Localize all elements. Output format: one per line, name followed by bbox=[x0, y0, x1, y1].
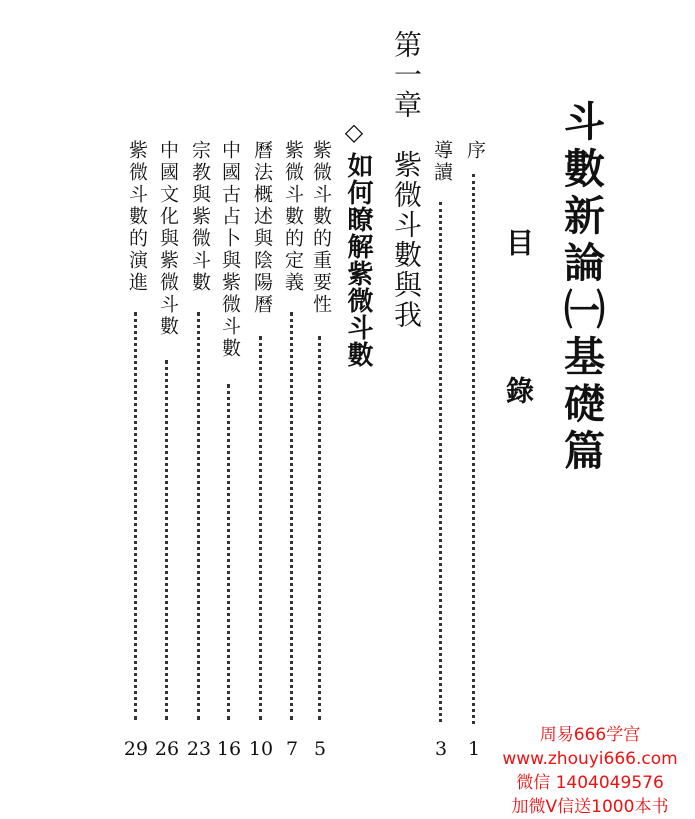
dot-leader bbox=[227, 384, 230, 720]
toc-entry-page: 29 bbox=[123, 738, 149, 760]
toc-entry-label: 紫微斗數的定義 bbox=[282, 140, 304, 294]
dot-leader bbox=[259, 336, 262, 720]
toc-entry-label: 紫微斗數的重要性 bbox=[310, 140, 332, 316]
toc-heading-lu: 錄 bbox=[502, 376, 535, 404]
toc-entry[interactable] bbox=[308, 140, 332, 760]
toc-entry-page: 16 bbox=[216, 738, 242, 760]
toc-entry-label: 導讀 bbox=[431, 140, 453, 184]
toc-entry[interactable] bbox=[187, 140, 211, 760]
watermark bbox=[486, 723, 694, 819]
watermark-line-2[interactable]: www.zhouyi666.com bbox=[502, 749, 678, 769]
chapter-title: 紫微斗數與我 bbox=[390, 150, 423, 330]
toc-entry[interactable] bbox=[280, 140, 304, 760]
dot-leader bbox=[439, 202, 442, 722]
chapter-label: 第一章 bbox=[390, 30, 423, 120]
toc-entry[interactable] bbox=[124, 140, 148, 760]
toc-entry[interactable] bbox=[429, 140, 453, 760]
watermark-line-4: 加微V信送1000本书 bbox=[511, 797, 669, 817]
toc-entry-page: 23 bbox=[186, 738, 212, 760]
watermark-line-3: 微信 1404049576 bbox=[516, 773, 664, 793]
toc-entry-page: 26 bbox=[154, 738, 180, 760]
dot-leader bbox=[197, 312, 200, 720]
dot-leader bbox=[318, 336, 321, 720]
toc-entry-label: 序 bbox=[464, 140, 486, 162]
diamond-icon: ◇ bbox=[340, 118, 368, 146]
dot-leader bbox=[472, 174, 475, 724]
toc-entry-label: 紫微斗數的演進 bbox=[126, 140, 148, 294]
toc-entry-page: 7 bbox=[285, 738, 299, 760]
toc-entry-label: 中國古占卜與紫微斗數 bbox=[219, 140, 241, 360]
toc-entry[interactable] bbox=[217, 140, 241, 760]
toc-entry-label: 曆法概述與陰陽曆 bbox=[251, 140, 273, 316]
toc-entry[interactable] bbox=[462, 140, 486, 760]
toc-entry-page: 5 bbox=[313, 738, 327, 760]
dot-leader bbox=[165, 360, 168, 720]
toc-heading-mu: 目 bbox=[502, 228, 535, 256]
toc-entry[interactable] bbox=[249, 140, 273, 760]
toc-entry-label: 宗教與紫微斗數 bbox=[189, 140, 211, 294]
toc-entry-page: 1 bbox=[467, 738, 481, 760]
toc-entry-label: 中國文化與紫微斗數 bbox=[157, 140, 179, 338]
dot-leader bbox=[290, 312, 293, 720]
toc-entry-page: 3 bbox=[434, 738, 448, 760]
watermark-line-1: 周易666学宫 bbox=[539, 725, 641, 745]
toc-entry-page: 10 bbox=[248, 738, 274, 760]
book-title: 斗數新論㈠基礎篇 bbox=[557, 100, 605, 476]
section-title: 如何瞭解紫微斗數 bbox=[343, 152, 373, 368]
dot-leader bbox=[134, 312, 137, 720]
toc-entry[interactable] bbox=[155, 140, 179, 760]
